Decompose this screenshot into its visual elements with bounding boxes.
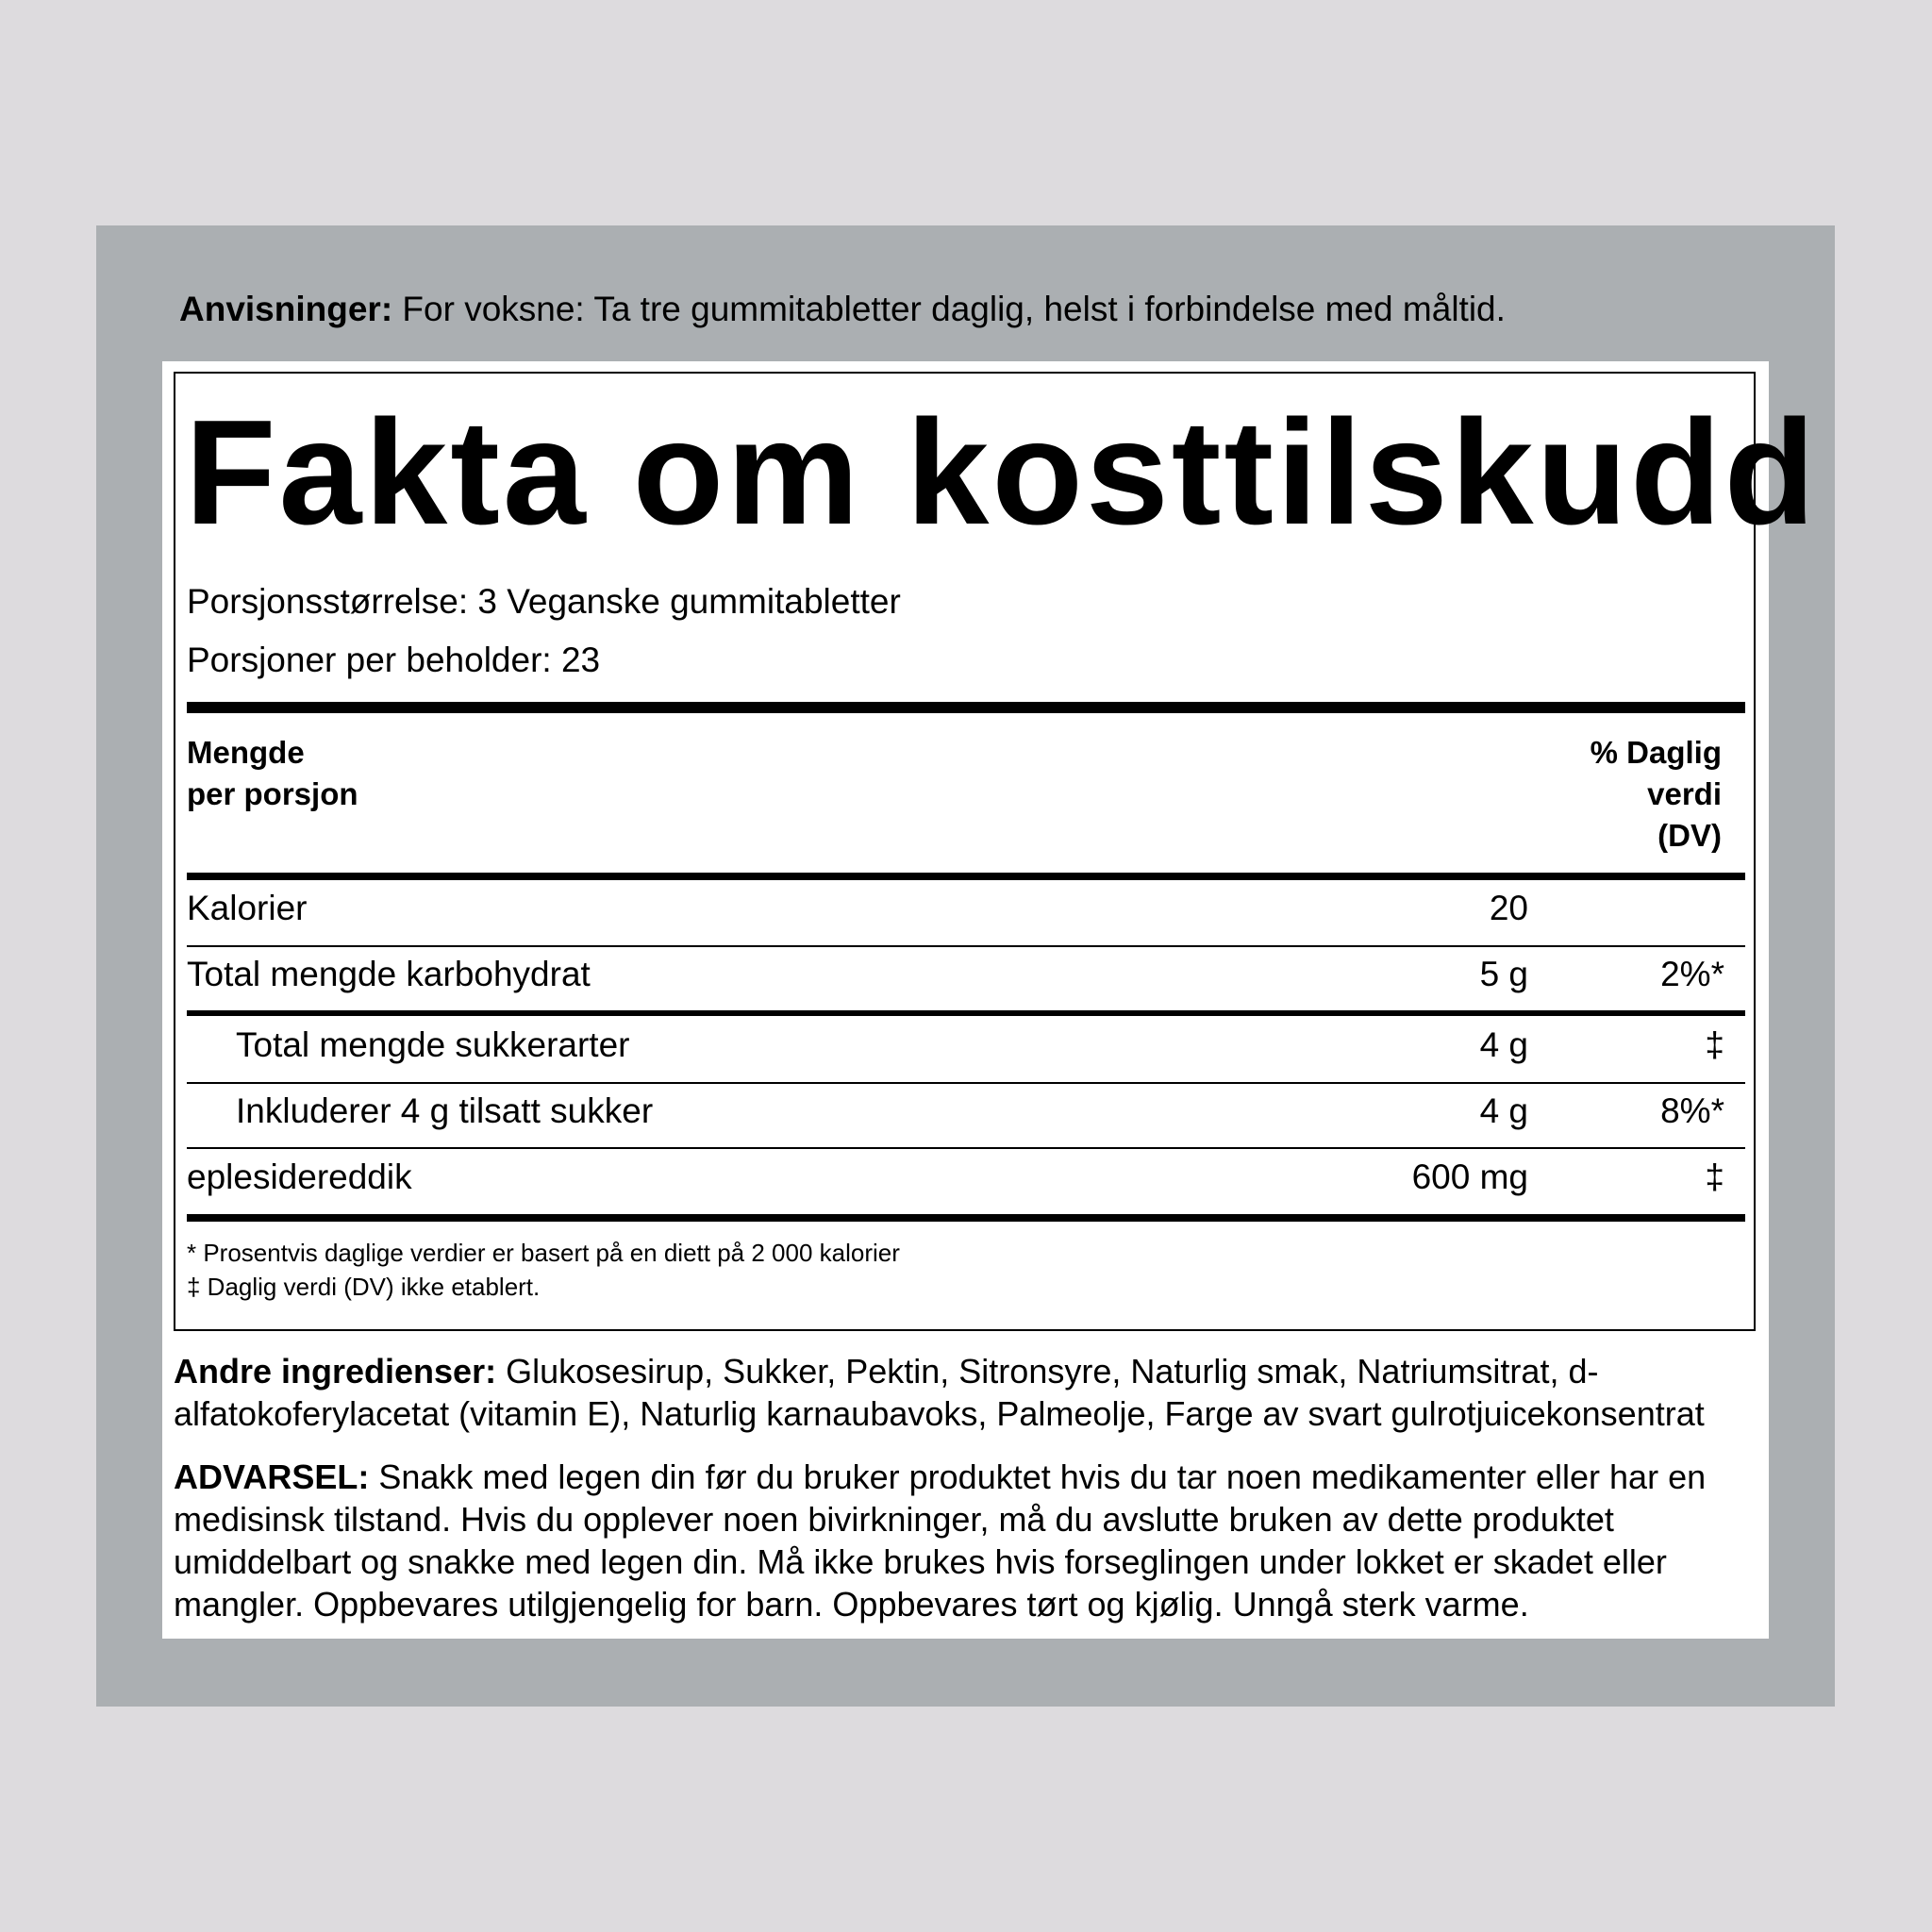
nutrient-name: Total mengde sukkerarter: [236, 1025, 630, 1064]
nutrient-name: Kalorier: [187, 889, 308, 927]
nutrient-name: eplesidereddik: [187, 1158, 412, 1196]
nutrient-dv: ‡: [1705, 1158, 1724, 1196]
nutrient-amount: 5 g: [1479, 955, 1528, 993]
table-row: [187, 1024, 1745, 1066]
serving-size: Porsjonsstørrelse: 3 Veganske gummitabletter: [187, 582, 901, 621]
supplement-facts-box: [174, 372, 1819, 1331]
nutrient-amount: 600 mg: [1411, 1158, 1528, 1196]
warning: [174, 1456, 1758, 1625]
footnote-dv-not-established: ‡ Daglig verdi (DV) ikke etablert.: [187, 1273, 541, 1301]
directions-body: For voksne: Ta tre gummitabletter daglig, helst i forbindelse med måltid.: [392, 290, 1506, 328]
dv-header-line3: (DV): [1657, 818, 1722, 853]
table-row: [187, 1157, 1745, 1198]
other-ingredients-text: Glukosesirup, Sukker, Pektin, Sitronsyre, Naturlig smak, Natriumsitrat, d-alfatokoferylacetat (vitamin E), Naturlig karnaubavoks, Palmeolje, Farge av svart gulrotjuicekonsentrat: [174, 1352, 1705, 1433]
nutrient-name: Inkluderer 4 g tilsatt sukker: [236, 1091, 654, 1130]
thin-rule: [187, 1147, 1745, 1149]
nutrient-name: Total mengde karbohydrat: [187, 955, 591, 993]
footnote-dv-basis: * Prosentvis daglige verdier er basert på en diett på 2 000 kalorier: [187, 1239, 900, 1267]
amount-header: [187, 732, 358, 815]
nutrient-dv: ‡: [1705, 1025, 1724, 1064]
nutrient-amount: 4 g: [1479, 1025, 1528, 1064]
facts-title: Fakta om kosttilskudd: [185, 390, 1819, 556]
table-row: [187, 888, 1745, 929]
dv-header-line2: verdi: [1647, 776, 1722, 811]
nutrient-amount: 20: [1489, 889, 1528, 927]
dv-header: [1591, 732, 1722, 857]
nutrient-dv: 2%*: [1660, 955, 1724, 993]
nutrient-dv: 8%*: [1660, 1091, 1724, 1130]
nutrient-amount: 4 g: [1479, 1091, 1528, 1130]
medium-rule: [187, 1010, 1745, 1016]
medium-rule: [187, 1214, 1745, 1222]
warning-label: ADVARSEL:: [174, 1457, 370, 1496]
table-row: [187, 1091, 1745, 1132]
directions-label: Anvisninger:: [179, 290, 393, 328]
medium-rule: [187, 873, 1745, 880]
thin-rule: [187, 945, 1745, 947]
amount-header-line2: per porsjon: [187, 776, 358, 811]
directions-text: [179, 289, 1506, 330]
table-row: [187, 954, 1745, 995]
other-ingredients: [174, 1350, 1758, 1435]
servings-per-container: Porsjoner per beholder: 23: [187, 641, 601, 679]
thick-rule: [187, 702, 1745, 713]
thin-rule: [187, 1082, 1745, 1084]
amount-header-line1: Mengde: [187, 735, 305, 770]
other-ingredients-label: Andre ingredienser:: [174, 1352, 497, 1391]
warning-text: Snakk med legen din før du bruker produktet hvis du tar noen medikamenter eller har en medisinsk tilstand. Hvis du opplever noen bivirkninger, må du avslutte bruken av dette produktet umiddelbart og snakke med legen din. Må ikke brukes hvis forseglingen under lokket er skadet eller mangler. Oppbevares utilgjengelig for barn. Oppbevares tørt og kjølig. Unngå sterk varme.: [174, 1457, 1707, 1624]
dv-header-line1: % Daglig: [1590, 735, 1722, 770]
